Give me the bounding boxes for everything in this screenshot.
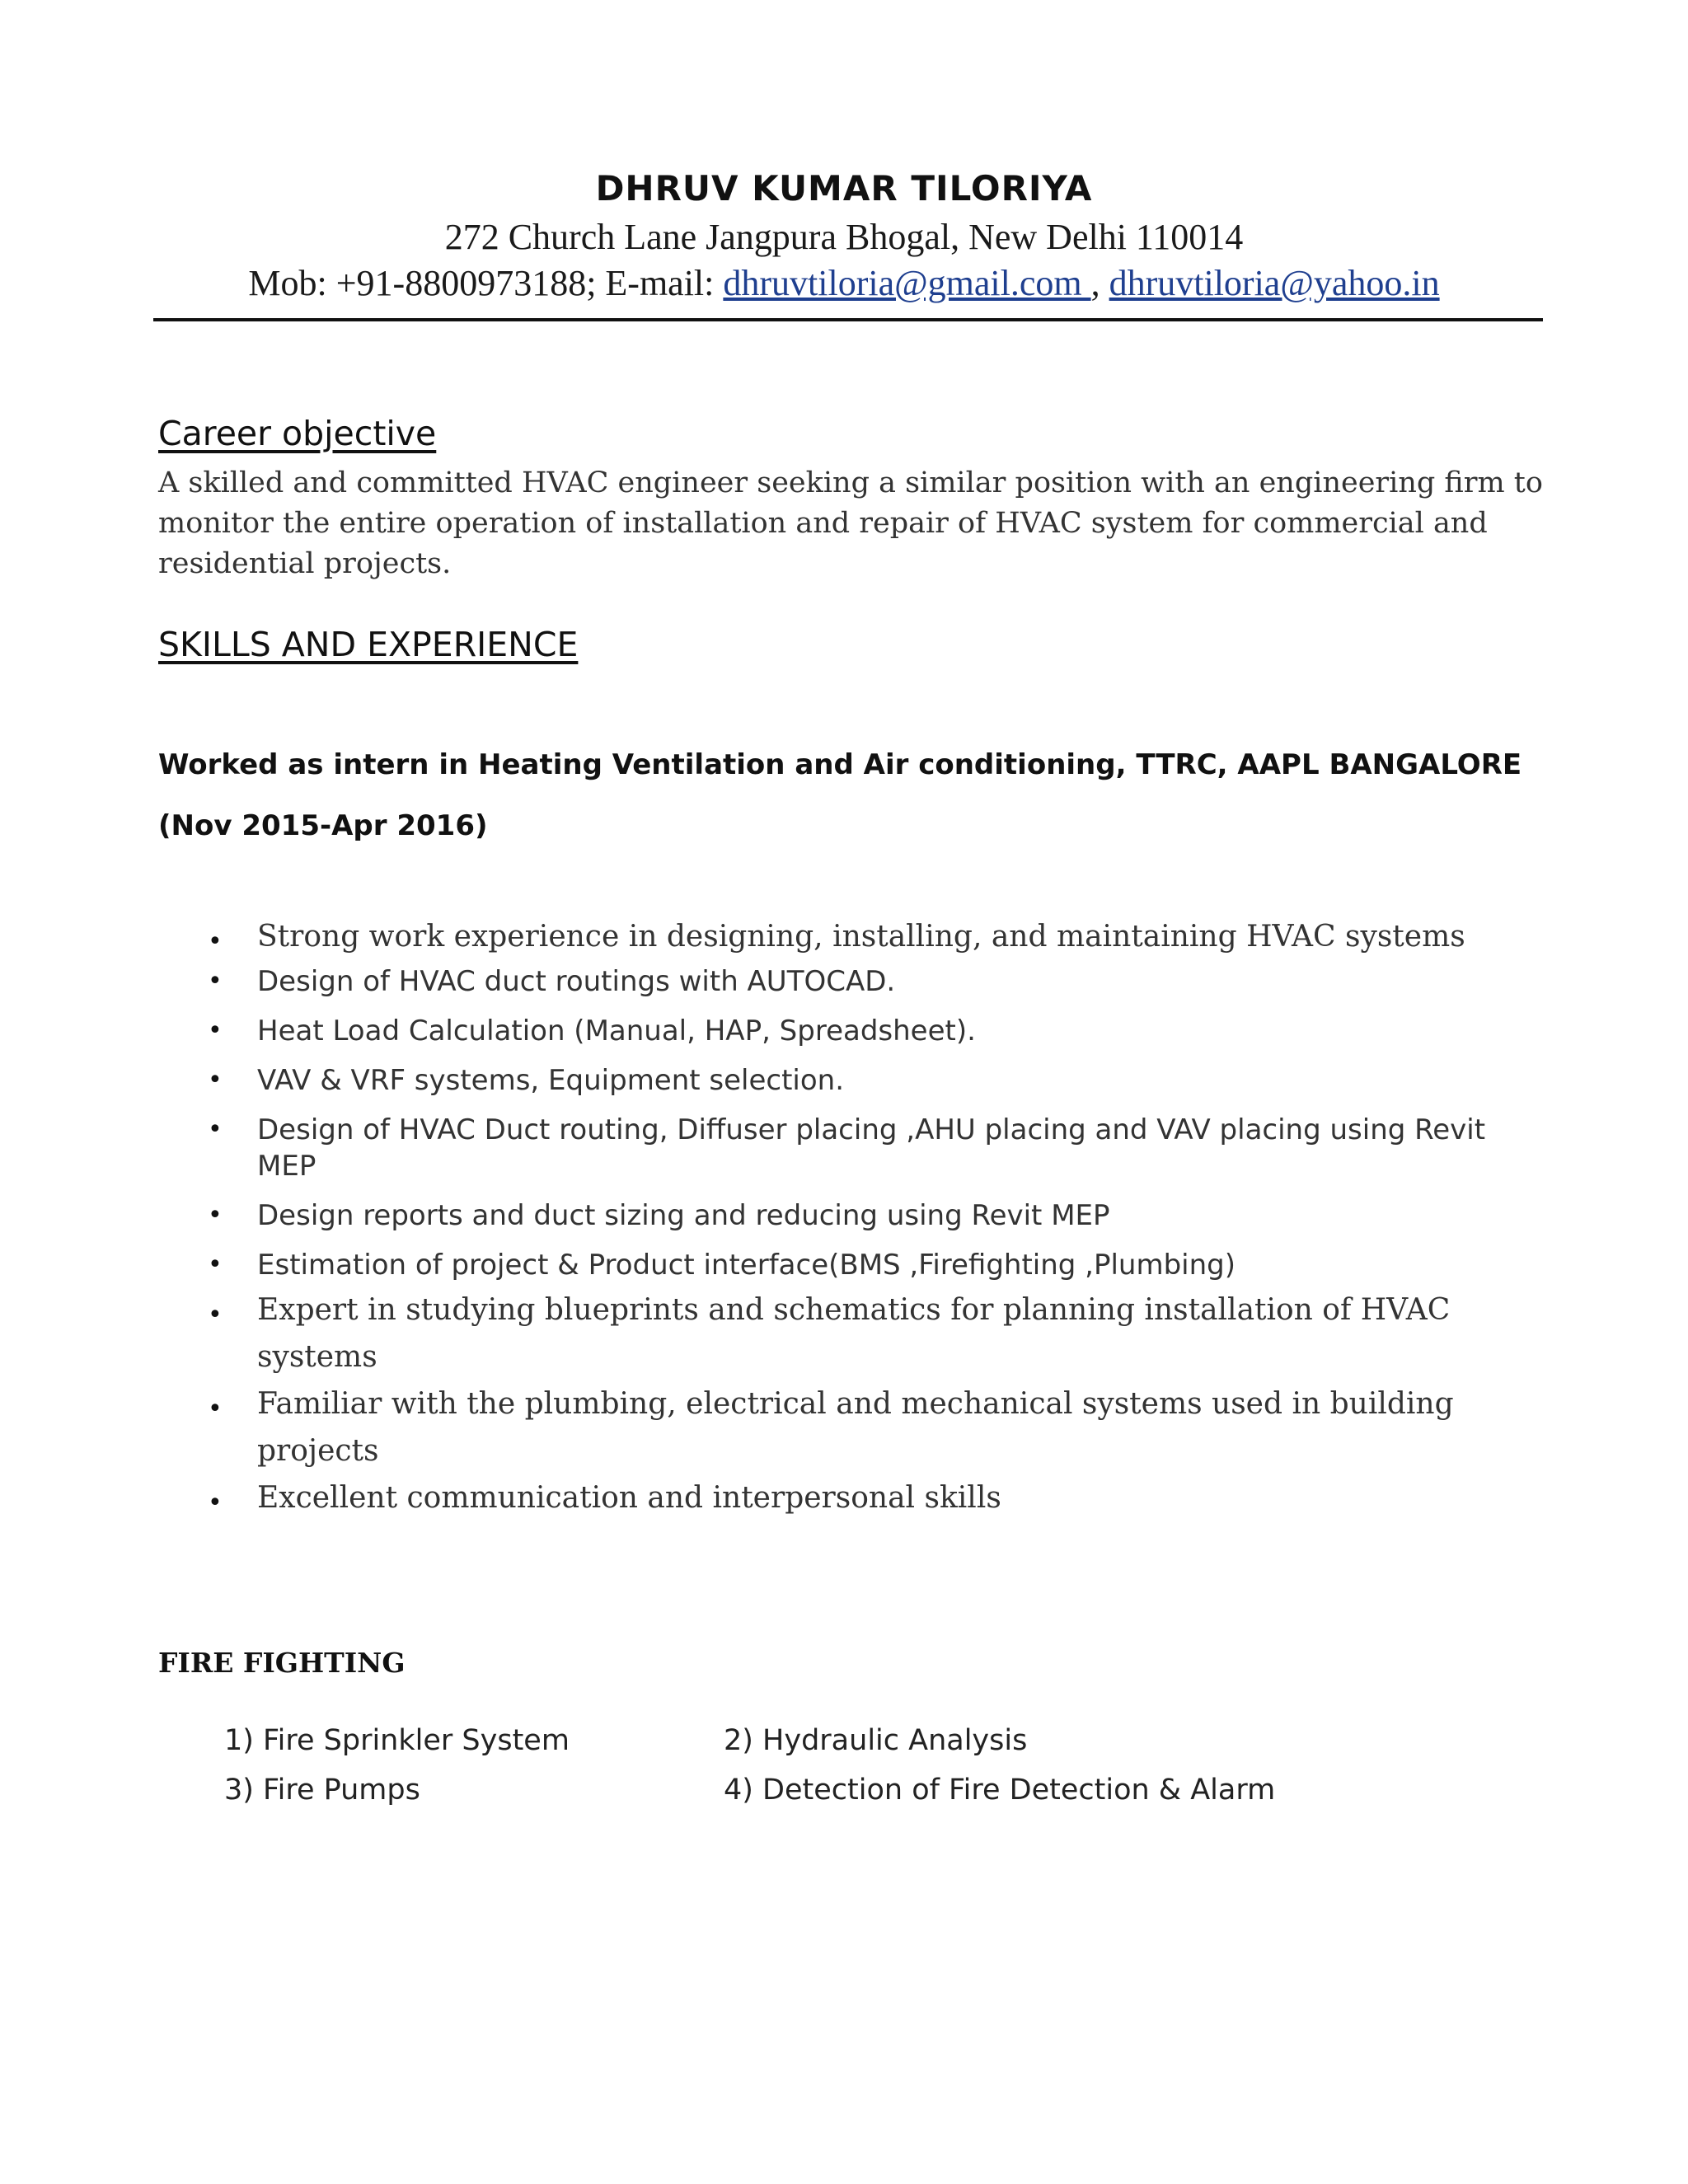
skill-text: Design reports and duct sizing and reducing using Revit MEP (257, 1199, 1110, 1232)
internship-title: Worked as intern in Heating Ventilation and Air conditioning, TTRC, AAPL BANGALORE (158, 748, 1522, 781)
skill-text: Strong work experience in designing, installing, and maintaining HVAC systems (257, 920, 1465, 954)
fire-fighting-item: 3) Fire Pumps (224, 1774, 420, 1807)
bullet-icon: • (208, 1301, 223, 1329)
list-item (203, 1247, 1530, 1283)
fire-fighting-item: 1) Fire Sprinkler System (224, 1724, 570, 1757)
contact-line (0, 262, 1688, 304)
email-separator: , (1090, 263, 1109, 303)
list-item (203, 913, 1530, 960)
email-link-yahoo[interactable]: dhruvtiloria@yahoo.in (1109, 263, 1440, 303)
address-line: 272 Church Lane Jangpura Bhogal, New Delhi 110014 (444, 217, 1244, 257)
bullet-icon: • (208, 967, 223, 996)
list-item (203, 963, 1530, 1000)
fire-fighting-heading: FIRE FIGHTING (158, 1647, 406, 1679)
career-objective-text: A skilled and committed HVAC engineer seeking a similar position with an engineering firm to monitor the entire operation of installation and repair of HVAC system for commercial and residential projects. (158, 466, 1543, 580)
skills-list (203, 913, 1530, 1521)
bullet-icon: • (208, 1488, 223, 1517)
skill-text: VAV & VRF systems, Equipment selection. (257, 1064, 845, 1097)
list-item (203, 1380, 1530, 1474)
list-item (203, 1112, 1530, 1184)
skills-experience-heading: SKILLS AND EXPERIENCE (158, 625, 579, 664)
skill-text: Excellent communication and interpersonal skills (257, 1481, 1001, 1515)
list-item (203, 1197, 1530, 1234)
bullet-icon: • (208, 1201, 223, 1230)
bullet-icon: • (208, 1250, 223, 1279)
bullet-icon: • (208, 1066, 223, 1094)
phone-label: Mob: +91-8800973188; E-mail: (248, 263, 724, 303)
skill-text: Design of HVAC Duct routing, Diffuser placing ,AHU placing and VAV placing using Revit MEP (257, 1113, 1486, 1183)
candidate-name: DHRUV KUMAR TILORIYA (595, 168, 1093, 209)
list-item (203, 1286, 1530, 1380)
bullet-icon: • (208, 927, 223, 956)
list-item (203, 1062, 1530, 1099)
list-item (203, 1474, 1530, 1521)
skill-text: Design of HVAC duct routings with AUTOCAD. (257, 965, 896, 998)
skill-text: Estimation of project & Product interface(BMS ,Firefighting ,Plumbing) (257, 1249, 1236, 1282)
fire-fighting-item: 4) Detection of Fire Detection & Alarm (724, 1774, 1276, 1807)
skill-text: Expert in studying blueprints and schematics for planning installation of HVAC systems (257, 1293, 1451, 1374)
list-item (203, 1013, 1530, 1049)
bullet-icon: • (208, 1115, 223, 1144)
bullet-icon: • (208, 1394, 223, 1423)
fire-fighting-item: 2) Hydraulic Analysis (724, 1724, 1028, 1757)
skill-text: Heat Load Calculation (Manual, HAP, Spreadsheet). (257, 1015, 976, 1047)
header-divider (153, 318, 1543, 321)
internship-period: (Nov 2015-Apr 2016) (158, 809, 488, 842)
email-link-gmail[interactable]: dhruvtiloria@gmail.com (723, 263, 1091, 303)
bullet-icon: • (208, 1016, 223, 1045)
skill-text: Familiar with the plumbing, electrical and mechanical systems used in building projects (257, 1387, 1454, 1468)
career-objective-heading: Career objective (158, 414, 437, 453)
